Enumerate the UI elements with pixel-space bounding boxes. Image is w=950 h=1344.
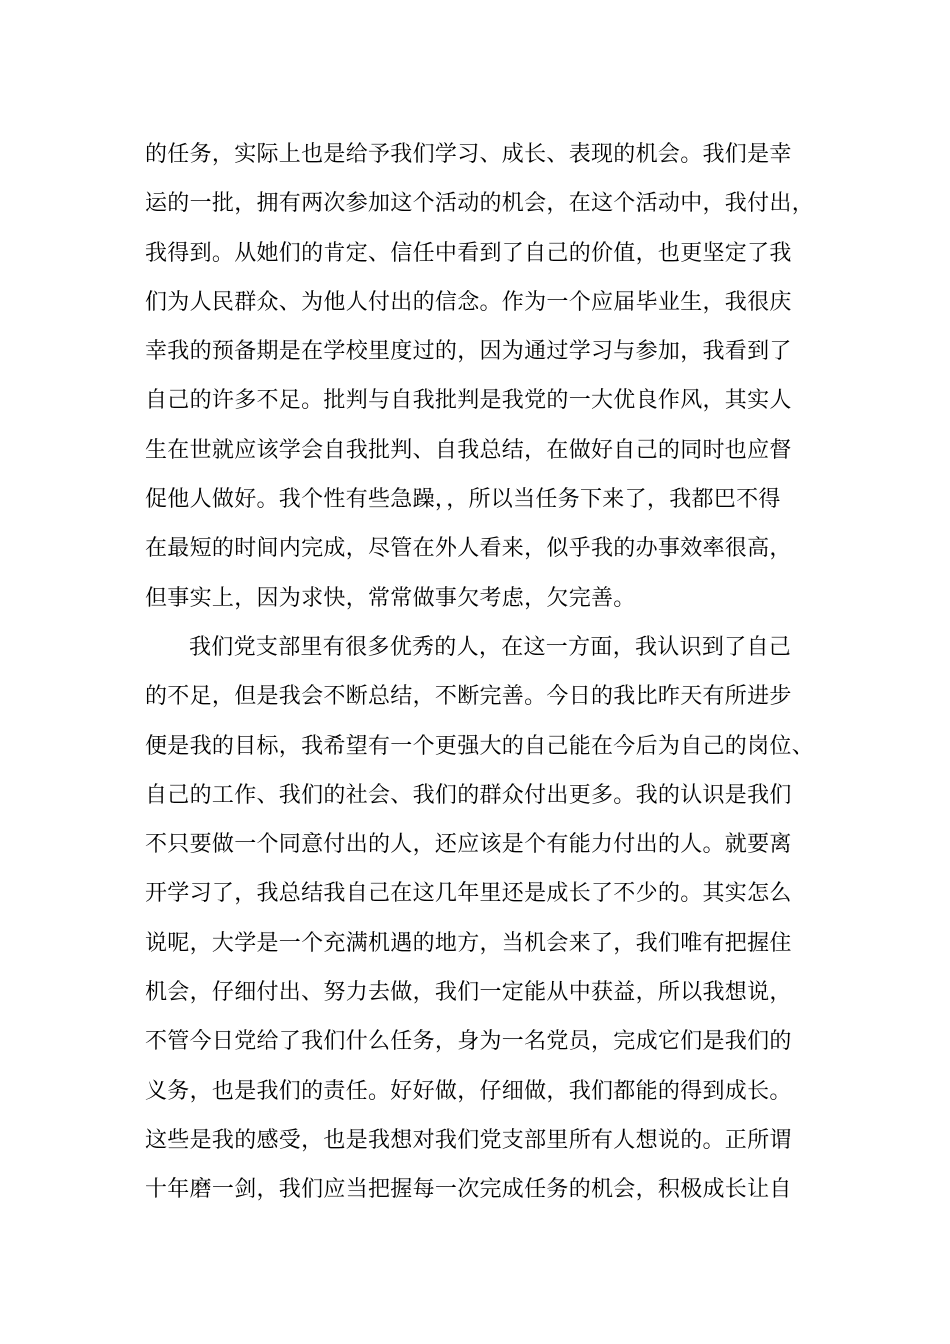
text-line: 不只要做一个同意付出的人，还应该是个有能力付出的人。就要离: [145, 832, 792, 858]
text-line: 在最短的时间内完成，尽管在外人看来，似乎我的办事效率很高，: [145, 536, 792, 562]
text-line: 运的一批，拥有两次参加这个活动的机会，在这个活动中，我付出，: [145, 191, 815, 217]
text-line: 幸我的预备期是在学校里度过的，因为通过学习与参加，我看到了: [145, 339, 792, 365]
text-line: 机会，仔细付出、努力去做，我们一定能从中获益，所以我想说，: [145, 980, 792, 1006]
text-line: 我得到。从她们的肯定、信任中看到了自己的价值，也更坚定了我: [145, 240, 792, 266]
text-line: 开学习了，我总结我自己在这几年里还是成长了不少的。其实怎么: [145, 881, 792, 907]
paragraph-start-line: 我们党支部里有很多优秀的人，在这一方面，我认识到了自己: [189, 634, 792, 660]
text-line: 的任务，实际上也是给予我们学习、成长、表现的机会。我们是幸: [145, 142, 792, 167]
text-line: 的不足，但是我会不断总结，不断完善。今日的我比昨天有所进步: [145, 684, 792, 710]
text-line: 便是我的目标，我希望有一个更强大的自己能在今后为自己的岗位、: [145, 733, 815, 759]
text-line: 自己的许多不足。批判与自我批判是我党的一大优良作风，其实人: [145, 388, 792, 414]
text-line: 促他人做好。我个性有些急躁，，所以当任务下来了，我都巴不得: [145, 487, 781, 513]
text-line: 十年磨一剑，我们应当把握每一次完成任务的机会，积极成长让自: [145, 1177, 792, 1203]
text-line: 不管今日党给了我们什么任务，身为一名党员，完成它们是我们的: [145, 1029, 792, 1055]
text-line: 义务，也是我们的责任。好好做，仔细做，我们都能的得到成长。: [145, 1078, 792, 1104]
text-line: 们为人民群众、为他人付出的信念。作为一个应届毕业生，我很庆: [145, 289, 792, 315]
text-line: 生在世就应该学会自我批判、自我总结，在做好自己的同时也应督: [145, 437, 792, 463]
text-line: 但事实上，因为求快，常常做事欠考虑，欠完善。: [145, 585, 636, 611]
text-line: 这些是我的感受，也是我想对我们党支部里所有人想说的。正所谓: [145, 1127, 792, 1153]
body-text: [145, 130, 835, 1215]
text-line: 说呢，大学是一个充满机遇的地方，当机会来了，我们唯有把握住: [145, 930, 792, 956]
text-line: 自己的工作、我们的社会、我们的群众付出更多。我的认识是我们: [145, 782, 792, 808]
